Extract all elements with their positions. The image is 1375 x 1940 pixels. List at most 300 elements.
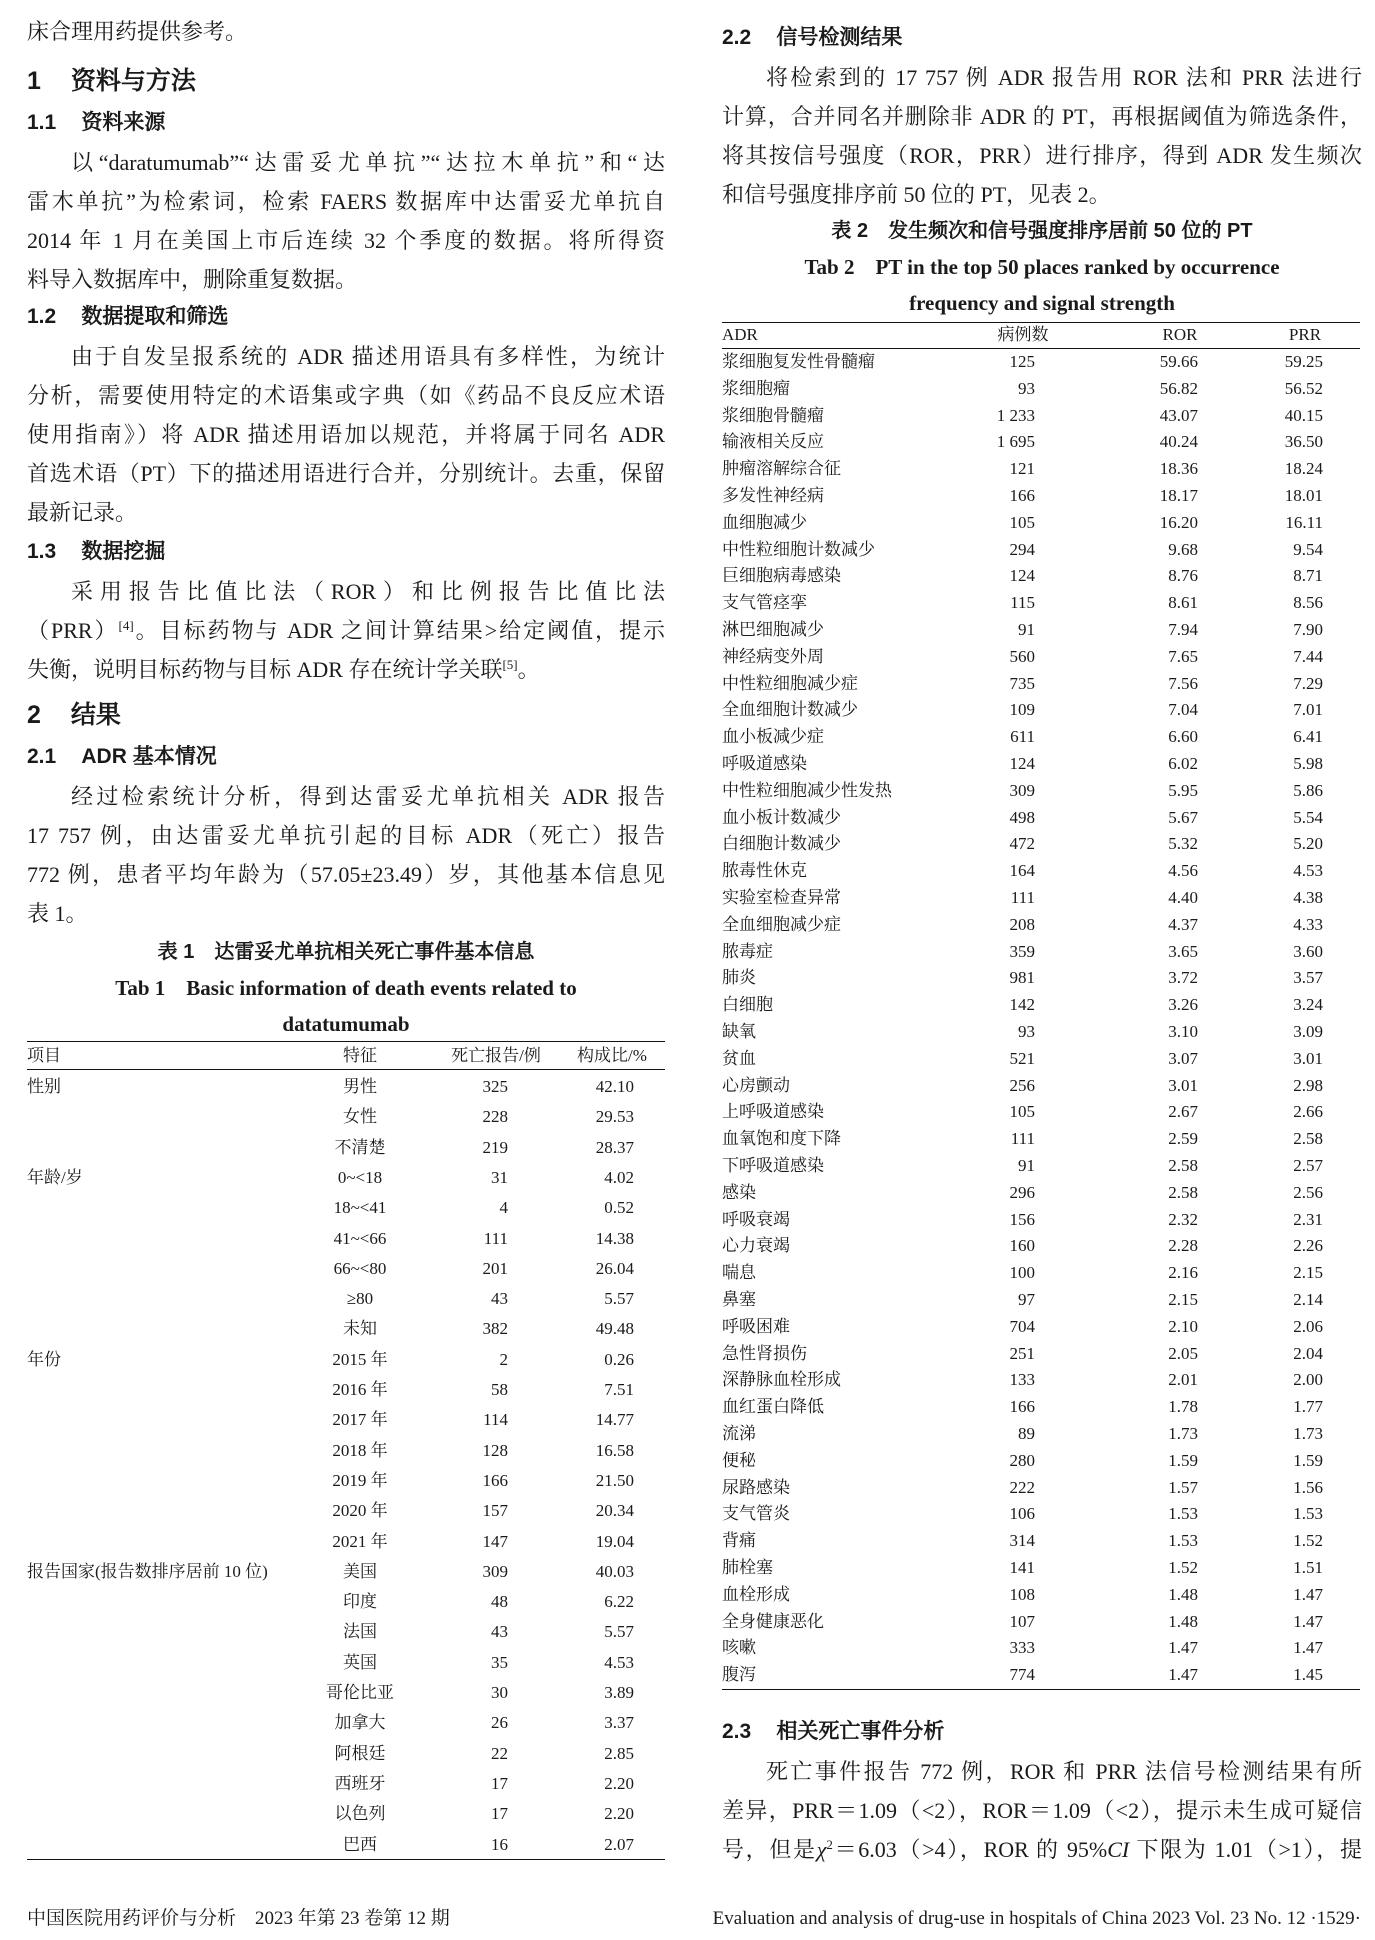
section-title: 相关死亡事件分析 [776, 1720, 945, 1743]
table-cell: 58 [491, 1380, 508, 1399]
table-cell: 5.57 [604, 1622, 634, 1642]
table-cell: 3.24 [1293, 995, 1323, 1015]
table-cell: 不清楚 [334, 1137, 386, 1157]
column-header: 特征 [343, 1046, 377, 1065]
table-cell: 325 [482, 1077, 508, 1096]
table-cell: 2018 年 [332, 1440, 388, 1460]
table-cell: 2.31 [1293, 1209, 1323, 1229]
table-cell: 1.73 [1168, 1424, 1198, 1443]
table-cell: 2.00 [1293, 1370, 1323, 1390]
table-cell: 6.41 [1293, 727, 1323, 747]
table-cell: 血小板减少症 [722, 727, 824, 747]
table-cell: 208 [1009, 914, 1035, 934]
table-cell: 125 [1009, 352, 1035, 371]
subsection-heading-1-3 [27, 532, 665, 571]
table-cell: 1.47 [1293, 1584, 1323, 1604]
text-line: 死亡事件报告 772 例，ROR 和 PRR 法信号检测结果有所 [766, 1759, 1362, 1784]
footer-journal-en-page: Evaluation and analysis of drug-use in hospitals of China 2023 Vol. 23 No. 12 ·1529· [712, 1908, 1361, 1929]
column-header: 病例数 [997, 325, 1049, 344]
table-cell: 4.33 [1293, 914, 1323, 934]
table-cell: 40.03 [595, 1561, 634, 1581]
table-cell: 251 [1009, 1343, 1035, 1363]
table-cell: 深静脉血栓形成 [722, 1370, 841, 1390]
table-cell: 便秘 [722, 1450, 756, 1470]
table-cell: 157 [482, 1501, 508, 1521]
text-line: 首选术语（PT）下的描述用语进行合并，分别统计。去重，保留 [27, 461, 665, 486]
superscript: 2 [826, 1837, 833, 1852]
table-rule [27, 1859, 665, 1860]
table-cell: 2017 年 [332, 1410, 388, 1430]
table-cell: 111 [483, 1228, 508, 1248]
table-cell: 年龄/岁 [27, 1167, 83, 1187]
table-cell: 1.47 [1168, 1638, 1198, 1658]
table-cell: 56.82 [1159, 378, 1198, 398]
text-line: 差异，PRR＝1.09（<2），ROR＝1.09（<2），提示未生成可疑信 [722, 1798, 1362, 1823]
table-cell: 多发性神经病 [722, 486, 824, 505]
table-cell: 18.24 [1284, 459, 1323, 479]
table-cell: 浆细胞复发性骨髓瘤 [722, 352, 875, 371]
table-cell: 1.48 [1168, 1584, 1198, 1604]
table-cell: 147 [482, 1531, 508, 1551]
text-line: 表 1。 [27, 901, 88, 926]
table-cell: 91 [1018, 1156, 1035, 1175]
table-cell: 29.53 [595, 1107, 634, 1127]
table-cell: 鼻塞 [722, 1290, 756, 1309]
footer-journal-cn: 中国医院用药评价与分析 2023 年第 23 卷第 12 期 [27, 1908, 450, 1929]
table-cell: 309 [1009, 780, 1035, 800]
table-cell: 201 [482, 1258, 508, 1278]
table-cell: 7.04 [1168, 700, 1198, 720]
table-cell: 41~<66 [333, 1228, 387, 1248]
table-cell: 133 [1009, 1370, 1035, 1390]
table-cell: 18~<41 [333, 1198, 387, 1218]
section-title: ADR 基本情况 [81, 745, 217, 768]
table-cell: 5.32 [1168, 834, 1198, 854]
table-cell: 1.73 [1293, 1424, 1323, 1443]
superscript: [5] [502, 657, 518, 672]
table-cell: 上呼吸道感染 [722, 1102, 824, 1122]
text-line: 17 757 例，由达雷妥尤单抗引起的目标 ADR（死亡）报告 [27, 823, 665, 848]
table-cell: 43 [491, 1289, 508, 1309]
table-cell: 9.54 [1293, 539, 1323, 559]
table-cell: 实验室检查异常 [722, 888, 841, 907]
table-cell: 未知 [343, 1319, 377, 1339]
table-cell: 2.20 [604, 1773, 634, 1793]
table-cell: 1.53 [1168, 1531, 1198, 1551]
table-cell: 4.56 [1168, 861, 1198, 881]
table-cell: 2020 年 [332, 1501, 388, 1521]
table-cell: 560 [1009, 646, 1035, 666]
text-line [722, 1830, 1362, 1869]
table-cell: 2.16 [1168, 1263, 1198, 1283]
table-rule [27, 1041, 665, 1042]
column-header: PRR [1288, 325, 1322, 344]
table-cell: 5.98 [1293, 754, 1323, 773]
table-cell: 2.58 [1168, 1156, 1198, 1175]
table-cell: 108 [1009, 1584, 1035, 1604]
table-cell: 1 233 [996, 405, 1035, 425]
table-cell: 4.38 [1293, 888, 1323, 907]
section-title: 数据提取和筛选 [81, 305, 229, 328]
table-cell: 1.52 [1293, 1531, 1323, 1551]
table-cell: 1.45 [1293, 1665, 1323, 1685]
table-cell: 164 [1009, 861, 1035, 881]
table-cell: 4 [499, 1198, 508, 1218]
table-cell: 106 [1009, 1504, 1035, 1524]
table-cell: 1.52 [1168, 1558, 1198, 1577]
table-title-en: Tab 2 PT in the top 50 places ranked by occurrence [804, 255, 1280, 279]
table-cell: 年份 [27, 1349, 61, 1369]
table-cell: 支气管炎 [722, 1504, 790, 1524]
table-cell: 43 [491, 1622, 508, 1642]
table-cell: 中性粒细胞减少性发热 [722, 780, 892, 800]
table-cell: 981 [1009, 968, 1035, 988]
table-cell: 124 [1009, 566, 1035, 586]
table-cell: 下呼吸道感染 [722, 1156, 824, 1175]
table-cell: 心力衰竭 [722, 1236, 790, 1256]
column-header: ADR [722, 325, 758, 344]
text-line: 使用指南》）将 ADR 描述用语加以规范，并将属于同名 ADR [27, 422, 665, 447]
text-run: 。目标药物与 ADR 之间计算结果>给定阈值，提示 [133, 618, 665, 643]
table-cell: 呼吸困难 [722, 1316, 790, 1336]
table-cell: 611 [1010, 727, 1035, 747]
table-cell: 男性 [343, 1077, 377, 1096]
table-cell: 18.01 [1284, 486, 1323, 505]
table-cell: 浆细胞瘤 [722, 378, 790, 398]
table-cell: 腹泻 [722, 1665, 756, 1685]
table-cell: 4.53 [1293, 861, 1323, 881]
table-cell: 2.28 [1168, 1236, 1198, 1256]
section-number: 1.2 [27, 305, 57, 328]
table-cell: 6.02 [1168, 754, 1198, 773]
table-cell: 浆细胞骨髓瘤 [722, 405, 824, 425]
paragraph-1-1 [27, 143, 665, 299]
table-cell: 1.56 [1293, 1477, 1323, 1497]
table-cell: 1.47 [1293, 1638, 1323, 1658]
table-cell: 加拿大 [334, 1713, 386, 1733]
table-cell: 哥伦比亚 [326, 1683, 394, 1702]
paragraph-2-1 [27, 777, 665, 933]
table-cell: 中性粒细胞计数减少 [722, 539, 875, 559]
table-cell: 49.48 [595, 1319, 634, 1339]
table-cell: 9.68 [1168, 539, 1198, 559]
table-cell: 314 [1009, 1531, 1035, 1551]
table-cell: 1.53 [1293, 1504, 1323, 1524]
table-cell: 166 [1009, 486, 1035, 505]
table-cell: 30 [491, 1683, 508, 1702]
table-cell: 2.66 [1293, 1102, 1323, 1122]
table-cell: 8.76 [1168, 566, 1198, 586]
table-cell: 美国 [343, 1561, 377, 1581]
table-cell: 急性肾损伤 [722, 1343, 807, 1363]
table-cell: 16.58 [595, 1440, 634, 1460]
table-cell: 全血细胞计数减少 [722, 700, 858, 720]
table-cell: 333 [1009, 1638, 1035, 1658]
table-cell: 124 [1009, 754, 1035, 773]
paragraph-1-3 [27, 572, 665, 689]
table-cell: 1.53 [1168, 1504, 1198, 1524]
table-cell: 2.32 [1168, 1209, 1198, 1229]
section-title: 资料与方法 [70, 67, 196, 95]
table-rule [722, 348, 1360, 349]
table-cell: ≥80 [346, 1289, 374, 1309]
table-cell: 性别 [27, 1077, 61, 1096]
table-cell: 2.15 [1168, 1290, 1198, 1309]
text-line: 772 例，患者平均年龄为（57.05±23.49）岁，其他基本信息见 [27, 862, 665, 887]
table-cell: 2.06 [1293, 1316, 1323, 1336]
table-cell: 40.24 [1159, 432, 1198, 452]
table-cell: 喘息 [722, 1263, 756, 1283]
table1-caption [27, 934, 665, 1042]
table-cell: 2.98 [1293, 1075, 1323, 1095]
table-cell: 1.47 [1293, 1611, 1323, 1631]
section-number: 1.1 [27, 111, 57, 134]
table-cell: 59.25 [1284, 352, 1323, 371]
text-line: 以“daratumumab”“达雷妥尤单抗”“达拉木单抗”和“达 [71, 150, 665, 175]
section-title: 信号检测结果 [776, 26, 903, 49]
table-cell: 5.57 [604, 1289, 634, 1309]
section-number: 2.3 [722, 1720, 752, 1743]
table-cell: 2.15 [1293, 1263, 1323, 1283]
section-number: 2 [27, 701, 41, 729]
table-cell: 43.07 [1159, 405, 1198, 425]
subsection-heading-1-1 [27, 103, 665, 142]
subsection-heading-2-1 [27, 737, 665, 776]
text-line: 雷木单抗”为检索词，检索 FAERS 数据库中达雷妥尤单抗自 [27, 189, 665, 214]
table-cell: 血细胞减少 [722, 512, 807, 532]
table-cell: 1.57 [1168, 1477, 1198, 1497]
table-cell: 血氧饱和度下降 [722, 1129, 841, 1149]
table-cell: 56.52 [1284, 378, 1323, 398]
table-cell: 59.66 [1159, 352, 1198, 371]
section-number: 1 [27, 67, 41, 95]
table-cell: 脓毒症 [722, 941, 773, 961]
table-title-cn: 表 2 发生频次和信号强度排序居前 50 位的 PT [831, 220, 1253, 242]
subsection-heading-2-3 [722, 1712, 1362, 1751]
table-cell: 3.10 [1168, 1022, 1198, 1041]
table-cell: 166 [482, 1470, 508, 1490]
table-cell: 3.60 [1293, 941, 1323, 961]
table-cell: 2021 年 [332, 1531, 388, 1551]
table-cell: 7.65 [1168, 646, 1198, 666]
table-cell: 141 [1009, 1558, 1035, 1577]
section-title: 结果 [70, 701, 121, 729]
subsection-heading-1-2 [27, 297, 665, 336]
text-line: 床合理用药提供参考。 [27, 19, 248, 44]
table-cell: 5.95 [1168, 780, 1198, 800]
table-cell: 1.59 [1293, 1450, 1323, 1470]
table-cell: 4.37 [1168, 914, 1198, 934]
table-cell: 156 [1009, 1209, 1035, 1229]
table-cell: 淋巴细胞减少 [722, 620, 824, 639]
table-cell: 35 [491, 1652, 508, 1672]
table-cell: 3.57 [1293, 968, 1323, 988]
table-cell: 血小板计数减少 [722, 807, 841, 827]
table-cell: 2019 年 [332, 1470, 388, 1490]
table-cell: 296 [1009, 1182, 1035, 1202]
text-run: （PRR） [27, 618, 119, 643]
table-cell: 8.61 [1168, 593, 1198, 613]
table-cell: 93 [1018, 1022, 1035, 1041]
table-cell: 222 [1009, 1477, 1035, 1497]
table-cell: 以色列 [334, 1804, 386, 1824]
table-cell: 7.29 [1293, 673, 1323, 693]
text-line: 料导入数据库中，删除重复数据。 [27, 267, 358, 292]
section-number: 1.3 [27, 540, 57, 563]
table-title-cn: 表 1 达雷妥尤单抗相关死亡事件基本信息 [157, 941, 535, 963]
table-cell: 肺栓塞 [722, 1558, 773, 1577]
table-cell: 2.01 [1168, 1370, 1198, 1390]
table-title-en: Tab 1 Basic information of death events related to [115, 976, 577, 1000]
table-cell: 5.86 [1293, 780, 1323, 800]
table-cell: 26.04 [595, 1258, 634, 1278]
table-cell: 6.22 [604, 1592, 634, 1612]
table-cell: 神经病变外周 [722, 646, 824, 666]
text-line: 最新记录。 [27, 500, 138, 525]
text-run: ＝6.03（>4），ROR 的 95% [832, 1837, 1108, 1862]
table-cell: 英国 [343, 1652, 377, 1672]
text-run: 下限为 1.01（>1），提 [1129, 1837, 1362, 1862]
table-cell: 219 [482, 1137, 508, 1157]
table-cell: 7.44 [1293, 646, 1323, 666]
table-cell: 脓毒性休克 [722, 861, 807, 881]
table-cell: 16 [491, 1834, 508, 1854]
table-cell: 6.60 [1168, 727, 1198, 747]
table-cell: 18.17 [1159, 486, 1198, 505]
column-header: ROR [1162, 325, 1198, 344]
table-cell: 巴西 [343, 1834, 377, 1854]
table-cell: 89 [1018, 1424, 1035, 1443]
table-cell: 20.34 [595, 1501, 634, 1521]
table-cell: 7.51 [604, 1380, 634, 1399]
table-cell: 1.77 [1293, 1397, 1323, 1417]
table-cell: 91 [1018, 620, 1035, 639]
table-cell: 2.67 [1168, 1102, 1198, 1122]
text-run: 失衡，说明目标药物与目标 ADR 存在统计学关联 [27, 657, 503, 682]
text-line: 2014 年 1 月在美国上市后连续 32 个季度的数据。将所得资 [27, 228, 665, 253]
section-number: 2.1 [27, 745, 57, 768]
table-cell: 521 [1009, 1048, 1035, 1068]
paragraph-2-3 [722, 1752, 1362, 1869]
section-title: 资料来源 [81, 111, 166, 134]
table-cell: 17 [491, 1773, 508, 1793]
table-cell: 血红蛋白降低 [722, 1397, 824, 1417]
table2-caption [722, 213, 1362, 321]
table-cell: 肺炎 [722, 968, 756, 988]
table-cell: 3.01 [1293, 1048, 1323, 1068]
table-cell: 704 [1009, 1316, 1035, 1336]
table-cell: 巨细胞病毒感染 [722, 566, 841, 586]
table-cell: 97 [1018, 1290, 1035, 1309]
table-cell: 2.20 [604, 1804, 634, 1824]
table-cell: 2.05 [1168, 1343, 1198, 1363]
table-cell: 115 [1010, 593, 1035, 613]
table-cell: 472 [1009, 834, 1035, 854]
table-cell: 105 [1009, 1102, 1035, 1122]
table-cell: 8.56 [1293, 593, 1323, 613]
table-cell: 14.77 [595, 1410, 634, 1430]
table-cell: 109 [1009, 700, 1035, 720]
table-cell: 28.37 [595, 1137, 634, 1157]
table-cell: 40.15 [1284, 405, 1323, 425]
table-cell: 128 [482, 1440, 508, 1460]
table-cell: 女性 [343, 1107, 377, 1127]
table-cell: 17 [491, 1804, 508, 1824]
table-cell: 294 [1009, 539, 1035, 559]
table-cell: 2.57 [1293, 1156, 1323, 1175]
table-cell: 100 [1009, 1263, 1035, 1283]
text-line: 将其按信号强度（ROR，PRR）进行排序，得到 ADR 发生频次 [722, 143, 1362, 168]
table-cell: 缺氧 [722, 1022, 756, 1041]
table-cell: 支气管痉挛 [722, 593, 807, 613]
italic-symbol: CI [1107, 1837, 1130, 1862]
paragraph-1-2 [27, 337, 665, 532]
table-cell: 2.59 [1168, 1129, 1198, 1149]
table-cell: 咳嗽 [722, 1638, 756, 1658]
table-cell: 全身健康恶化 [722, 1611, 824, 1631]
table-cell: 66~<80 [333, 1258, 387, 1278]
table-cell: 7.94 [1168, 620, 1198, 639]
table-cell: 心房颤动 [722, 1075, 790, 1095]
table-cell: 48 [491, 1592, 508, 1612]
table-cell: 2.58 [1168, 1182, 1198, 1202]
text-line [27, 650, 665, 689]
table-cell: 2.07 [604, 1834, 634, 1854]
table-rule [722, 1689, 1360, 1690]
text-line: 将检索到的 17 757 例 ADR 报告用 ROR 法和 PRR 法进行 [766, 65, 1362, 90]
table-cell: 14.38 [595, 1228, 634, 1248]
table-cell: 3.01 [1168, 1075, 1198, 1095]
table-cell: 16.20 [1159, 512, 1198, 532]
table-cell: 114 [483, 1410, 508, 1430]
text-line [27, 611, 665, 650]
superscript: [4] [118, 618, 134, 633]
text-line: 由于自发呈报系统的 ADR 描述用语具有多样性，为统计 [71, 344, 665, 369]
table-title-en-cont: frequency and signal strength [909, 291, 1175, 315]
table-cell: 2.58 [1293, 1129, 1323, 1149]
column-header: 死亡报告/例 [451, 1046, 541, 1065]
table-cell: 呼吸道感染 [722, 754, 807, 773]
table-cell: 5.54 [1293, 807, 1323, 827]
section-number: 2.2 [722, 26, 752, 49]
table-cell: 感染 [722, 1182, 756, 1202]
table-cell: 贫血 [722, 1048, 756, 1068]
table-cell: 尿路感染 [722, 1477, 790, 1497]
table-cell: 16.11 [1285, 512, 1323, 532]
table-cell: 382 [482, 1319, 508, 1339]
table-cell: 1 695 [996, 432, 1035, 452]
table-cell: 160 [1009, 1236, 1035, 1256]
table-cell: 4.53 [604, 1652, 634, 1672]
table-cell: 36.50 [1284, 432, 1323, 452]
text-run: 号，但是 [722, 1837, 817, 1862]
table-cell: 呼吸衰竭 [722, 1209, 790, 1229]
table-cell: 93 [1018, 378, 1035, 398]
table-cell: 142 [1009, 995, 1035, 1015]
table-cell: 3.07 [1168, 1048, 1198, 1068]
table-cell: 22 [491, 1743, 508, 1763]
table-cell: 法国 [343, 1622, 377, 1642]
table-cell: 5.67 [1168, 807, 1198, 827]
table-cell: 背痛 [722, 1531, 756, 1551]
table-cell: 107 [1009, 1611, 1035, 1631]
table-cell: 肿瘤溶解综合征 [722, 459, 841, 479]
table-cell: 2.56 [1293, 1182, 1323, 1202]
table-cell: 121 [1009, 459, 1035, 479]
table-cell: 1.59 [1168, 1450, 1198, 1470]
table-cell: 1.51 [1293, 1558, 1323, 1577]
table-cell: 3.89 [604, 1683, 634, 1702]
